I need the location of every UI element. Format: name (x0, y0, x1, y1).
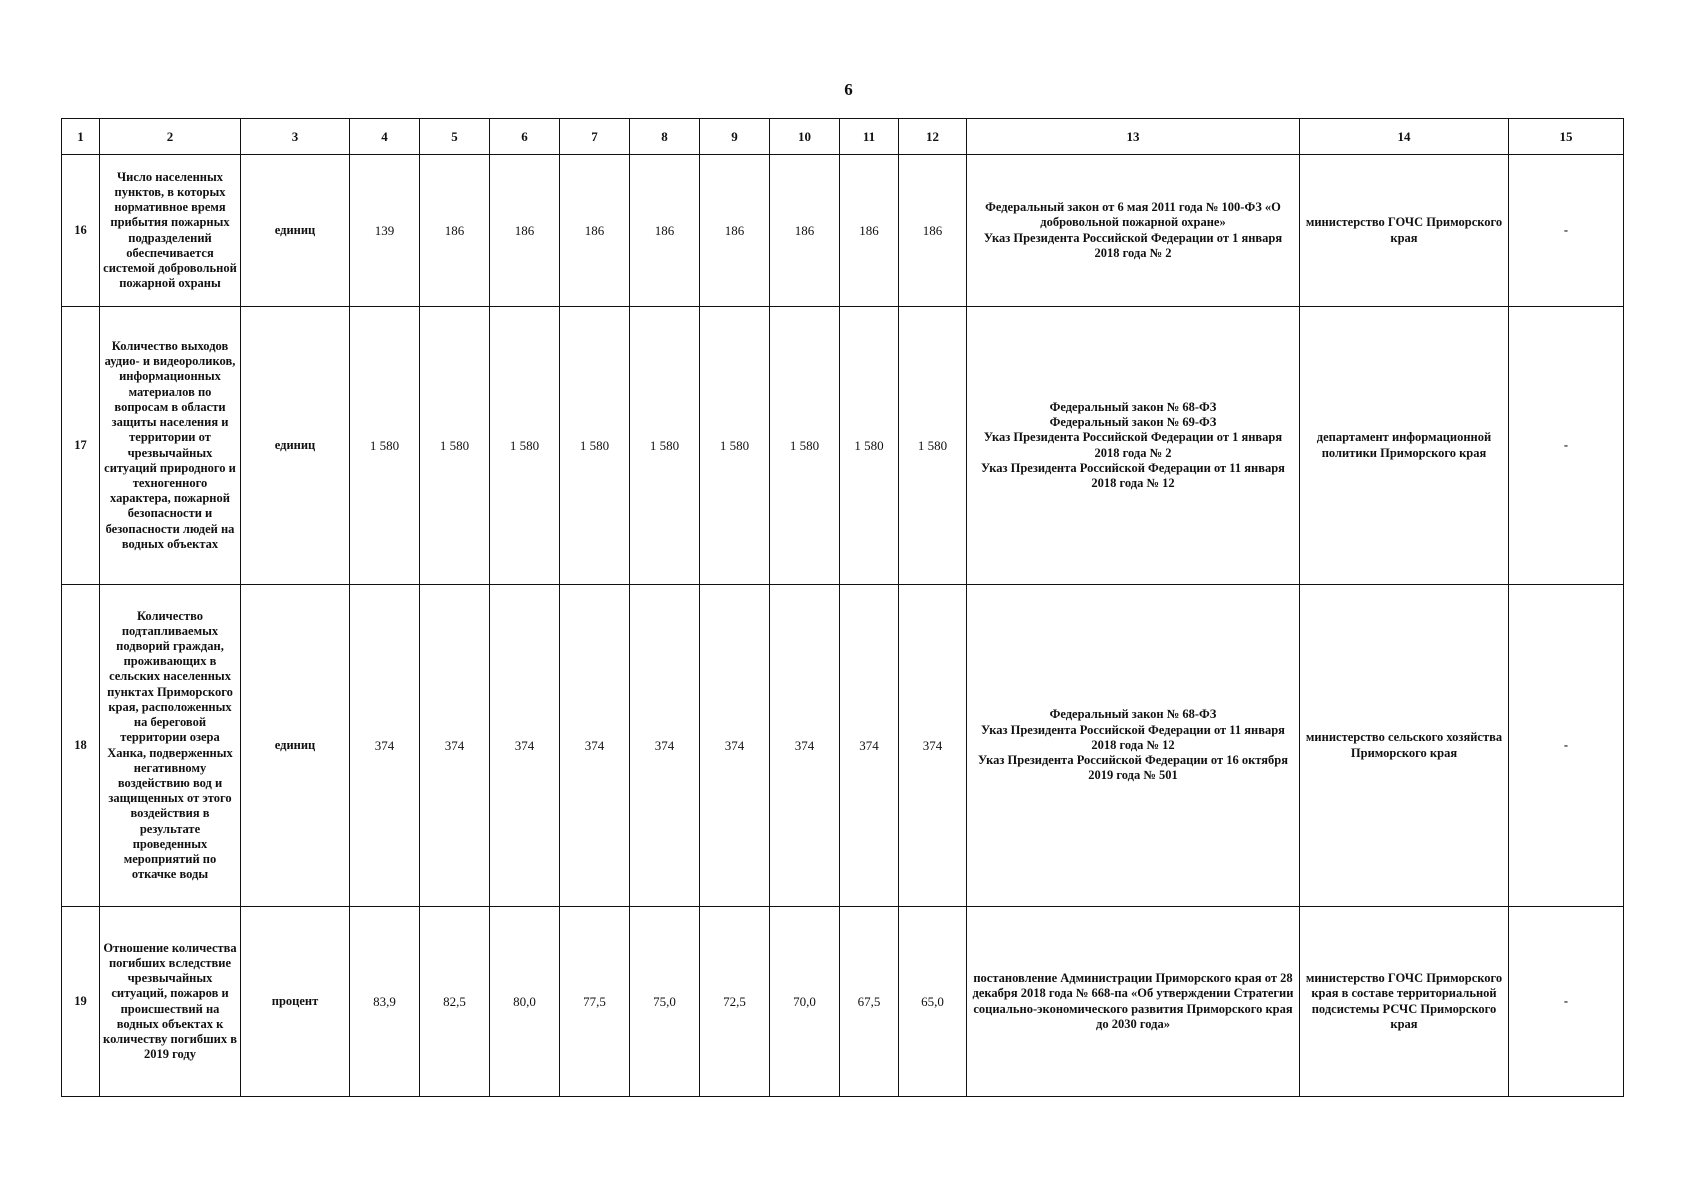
unit-cell: единиц (241, 585, 350, 907)
value-cell: 374 (350, 585, 420, 907)
value-cell: 186 (630, 155, 700, 307)
legal-basis-cell: Федеральный закон № 68-ФЗ Федеральный закон № 69-ФЗ Указ Президента Российской Федерации от 1 января 2018 года № 2 Указ Президента Российской Федерации от 11 января 2018 года № 12 (967, 307, 1300, 585)
column-header: 6 (490, 119, 560, 155)
value-cell: 83,9 (350, 907, 420, 1097)
unit-cell: единиц (241, 155, 350, 307)
indicator-name: Количество подтапливаемых подворий граждан, проживающих в сельских населенных пунктах Приморского края, расположенных на береговой территории озера Ханка, подверженных негативному воздействию вод и защищенных от этого воздействия в результате проведенных мероприятий по откачке воды (100, 585, 241, 907)
value-cell: 186 (490, 155, 560, 307)
note-cell: - (1509, 155, 1624, 307)
value-cell: 75,0 (630, 907, 700, 1097)
value-cell: 186 (700, 155, 770, 307)
value-cell: 186 (899, 155, 967, 307)
column-header: 1 (62, 119, 100, 155)
value-cell: 1 580 (630, 307, 700, 585)
legal-basis-cell: Федеральный закон № 68-ФЗ Указ Президента Российской Федерации от 11 января 2018 года № 12 Указ Президента Российской Федерации от 16 октября 2019 года № 501 (967, 585, 1300, 907)
row-number: 19 (62, 907, 100, 1097)
column-header: 5 (420, 119, 490, 155)
value-cell: 374 (560, 585, 630, 907)
value-cell: 374 (630, 585, 700, 907)
value-cell: 67,5 (840, 907, 899, 1097)
column-header: 7 (560, 119, 630, 155)
value-cell: 72,5 (700, 907, 770, 1097)
value-cell: 186 (840, 155, 899, 307)
table-row (62, 155, 1624, 307)
note-cell: - (1509, 585, 1624, 907)
indicator-name: Число населенных пунктов, в которых нормативное время прибытия пожарных подразделений обеспечивается системой добровольной пожарной охраны (100, 155, 241, 307)
responsible-cell: министерство ГОЧС Приморского края в составе территориальной подсистемы РСЧС Приморского края (1300, 907, 1509, 1097)
value-cell: 374 (700, 585, 770, 907)
indicators-table (61, 118, 1624, 1097)
table-header-row (62, 119, 1624, 155)
value-cell: 374 (420, 585, 490, 907)
column-header: 10 (770, 119, 840, 155)
column-header: 11 (840, 119, 899, 155)
column-header: 13 (967, 119, 1300, 155)
value-cell: 82,5 (420, 907, 490, 1097)
row-number: 17 (62, 307, 100, 585)
row-number: 16 (62, 155, 100, 307)
indicator-name: Отношение количества погибших вследствие чрезвычайных ситуаций, пожаров и происшествий на водных объектах к количеству погибших в 2019 году (100, 907, 241, 1097)
row-number: 18 (62, 585, 100, 907)
value-cell: 186 (420, 155, 490, 307)
value-cell: 1 580 (770, 307, 840, 585)
value-cell: 186 (770, 155, 840, 307)
unit-cell: единиц (241, 307, 350, 585)
column-header: 4 (350, 119, 420, 155)
value-cell: 77,5 (560, 907, 630, 1097)
column-header: 15 (1509, 119, 1624, 155)
value-cell: 65,0 (899, 907, 967, 1097)
column-header: 12 (899, 119, 967, 155)
column-header: 3 (241, 119, 350, 155)
value-cell: 139 (350, 155, 420, 307)
note-cell: - (1509, 307, 1624, 585)
value-cell: 1 580 (840, 307, 899, 585)
value-cell: 1 580 (560, 307, 630, 585)
table-row (62, 585, 1624, 907)
note-cell: - (1509, 907, 1624, 1097)
responsible-cell: министерство сельского хозяйства Приморского края (1300, 585, 1509, 907)
column-header: 8 (630, 119, 700, 155)
legal-basis-cell: постановление Администрации Приморского края от 28 декабря 2018 года № 668-па «Об утверждении Стратегии социально-экономического развития Приморского края до 2030 года» (967, 907, 1300, 1097)
value-cell: 186 (560, 155, 630, 307)
value-cell: 1 580 (350, 307, 420, 585)
value-cell: 70,0 (770, 907, 840, 1097)
column-header: 2 (100, 119, 241, 155)
legal-basis-cell: Федеральный закон от 6 мая 2011 года № 100-ФЗ «О добровольной пожарной охране» Указ Президента Российской Федерации от 1 января 2018 года № 2 (967, 155, 1300, 307)
responsible-cell: департамент информационной политики Приморского края (1300, 307, 1509, 585)
value-cell: 80,0 (490, 907, 560, 1097)
value-cell: 374 (899, 585, 967, 907)
page-number: 6 (844, 80, 853, 99)
value-cell: 1 580 (490, 307, 560, 585)
value-cell: 374 (770, 585, 840, 907)
unit-cell: процент (241, 907, 350, 1097)
table-row (62, 907, 1624, 1097)
table-row (62, 307, 1624, 585)
value-cell: 1 580 (420, 307, 490, 585)
value-cell: 1 580 (899, 307, 967, 585)
responsible-cell: министерство ГОЧС Приморского края (1300, 155, 1509, 307)
value-cell: 1 580 (700, 307, 770, 585)
value-cell: 374 (490, 585, 560, 907)
indicator-name: Количество выходов аудио- и видеороликов, информационных материалов по вопросам в области защиты населения и территории от чрезвычайных ситуаций природного и техногенного характера, пожарной безопасности и безопасности людей на водных объектах (100, 307, 241, 585)
column-header: 9 (700, 119, 770, 155)
value-cell: 374 (840, 585, 899, 907)
column-header: 14 (1300, 119, 1509, 155)
